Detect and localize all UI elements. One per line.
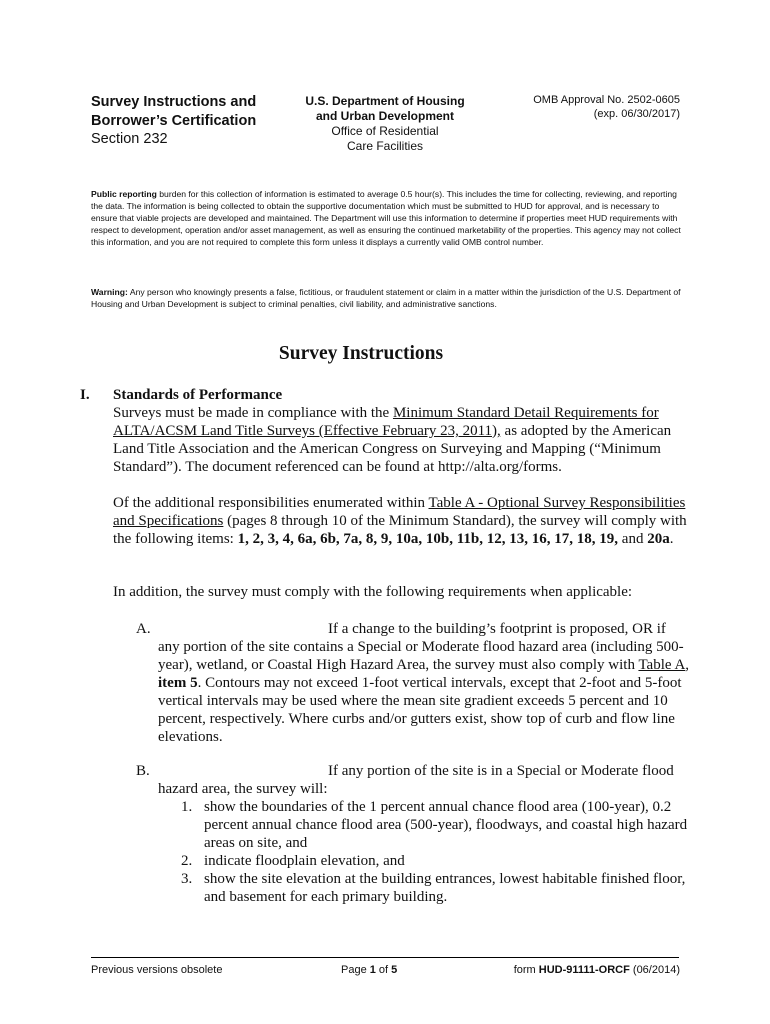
page-total: 5 xyxy=(391,964,398,976)
p2-and: and xyxy=(618,531,648,547)
footer-page-number xyxy=(341,964,397,976)
agency-block xyxy=(290,94,480,154)
p2-text-a: Of the additional responsibilities enumerated within xyxy=(113,495,429,511)
public-reporting-label: Public reporting xyxy=(91,189,157,199)
list-item xyxy=(181,870,691,906)
page-prefix: Page xyxy=(341,964,370,976)
public-reporting-paragraph xyxy=(91,188,681,248)
form-date: (06/2014) xyxy=(629,964,680,976)
item-a-text xyxy=(158,620,691,746)
p2-end: . xyxy=(669,531,674,547)
warning-label: Warning: xyxy=(91,287,128,297)
form-section: Section 232 xyxy=(91,131,168,147)
public-reporting-text: burden for this collection of information is estimated to average 0.5 hour(s). This includes the time for collecting, reviewing, and reporting the data. The information is being collected to obtain the supportive documentation which must be submitted to HUD for approval, and is necessary to ensure that viable projects are developed and maintained. The Department will use this information to determine if properties meet HUD requirements with respect to development, operation and/or asset management, as well as ensuring the continued marketability of the properties. This agency may not collect this information, and you are not required to complete this form unless it displays a currently valid OMB control number. xyxy=(91,189,681,248)
item-a-bold: item 5 xyxy=(158,675,198,691)
item-a-letter: A. xyxy=(136,621,151,637)
section-numeral: I. xyxy=(80,387,90,403)
p1-text-b: as adopted by the American Land Title Association and the American Congress on Surveying and Mapping (“Minimum Standard”). The document referenced can be found at http://alta.org/forms. xyxy=(113,423,672,475)
form-title-line2: Borrower’s Certification xyxy=(91,112,257,129)
agency-line2: and Urban Development xyxy=(315,109,455,123)
form-title-line1: Survey Instructions and xyxy=(91,94,257,110)
form-title-block xyxy=(91,93,291,149)
item-a-text-b: . Contours may not exceed 1-foot vertical intervals, except that 2-foot and 5-foot vertical intervals may be used where the mean site gradient exceeds 5 percent and 10 percent, respectively. Where curbs and/or gutters exist, show top of curb and flow line elevations. xyxy=(158,675,682,745)
office-line2: Care Facilities xyxy=(346,139,424,153)
warning-paragraph xyxy=(91,286,681,310)
section-heading: Standards of Performance xyxy=(113,387,283,403)
item-b-text: If any portion of the site is in a Special or Moderate flood hazard area, the survey will: xyxy=(158,763,674,797)
table-a-link[interactable]: Table A - Optional Survey Responsibilities and Specifications xyxy=(113,495,686,529)
section-paragraph-2 xyxy=(113,494,691,548)
omb-expiration: (exp. 06/30/2017) xyxy=(593,108,680,120)
omb-block xyxy=(500,93,680,121)
footer-divider xyxy=(91,957,679,958)
list-number: 3. xyxy=(181,871,193,887)
footer-obsolete-note: Previous versions obsolete xyxy=(91,964,223,976)
footer-form-id xyxy=(480,964,680,976)
omb-approval: OMB Approval No. 2502-0605 xyxy=(533,94,680,106)
warning-text: Any person who knowingly presents a false, fictitious, or fraudulent statement or claim in a matter within the jurisdiction of the U.S. Department of Housing and Urban Development is subject to criminal penalties, civil liability, and administrative sanctions. xyxy=(91,287,681,310)
p1-text-a: Surveys must be made in compliance with the xyxy=(113,405,393,421)
list-item xyxy=(181,798,691,852)
page-title: Survey Instructions xyxy=(278,343,444,364)
section-paragraph-1 xyxy=(113,404,691,476)
section-paragraph-3: In addition, the survey must comply with the following requirements when applicable: xyxy=(113,584,633,600)
item-a-comma: , xyxy=(685,657,690,673)
p2-items: 1, 2, 3, 4, 6a, 6b, 7a, 8, 9, 10a, 10b, 11b, 12, 13, 16, 17, 18, 19, xyxy=(237,531,619,547)
list-text: show the boundaries of the 1 percent annual chance flood area (100-year), 0.2 percent annual chance flood area (500-year), floodways, and coastal high hazard areas on site, and xyxy=(204,799,688,851)
list-text: show the site elevation at the building entrances, lowest habitable finished floor, and basement for each primary building. xyxy=(204,871,686,905)
item-b-letter: B. xyxy=(136,763,150,779)
p2-last-item: 20a xyxy=(647,531,670,547)
form-id: HUD-91111-ORCF xyxy=(538,964,630,976)
p2-text-b: (pages 8 through 10 of the Minimum Standard), the survey will comply with the following items: xyxy=(113,513,687,547)
list-item xyxy=(181,852,691,870)
list-text: indicate floodplain elevation, and xyxy=(204,853,405,869)
item-a-table-link[interactable]: Table A xyxy=(638,657,686,673)
agency-line1: U.S. Department of Housing xyxy=(305,94,465,108)
alta-standard-link[interactable]: Minimum Standard Detail Requirements for ALTA/ACSM Land Title Surveys (Effective February 23, 2011), xyxy=(113,405,659,439)
item-b-list xyxy=(181,798,691,906)
list-number: 1. xyxy=(181,799,193,815)
office-line1: Office of Residential xyxy=(331,124,439,138)
form-prefix: form xyxy=(513,964,539,976)
list-number: 2. xyxy=(181,853,193,869)
item-a-text-a: If a change to the building’s footprint is proposed, OR if any portion of the site contains a Special or Moderate flood hazard area (including 500-year), wetland, or Coastal High Hazard Area, the survey must also comply with xyxy=(158,621,684,673)
page-of: of xyxy=(375,964,392,976)
page-current: 1 xyxy=(369,964,376,976)
